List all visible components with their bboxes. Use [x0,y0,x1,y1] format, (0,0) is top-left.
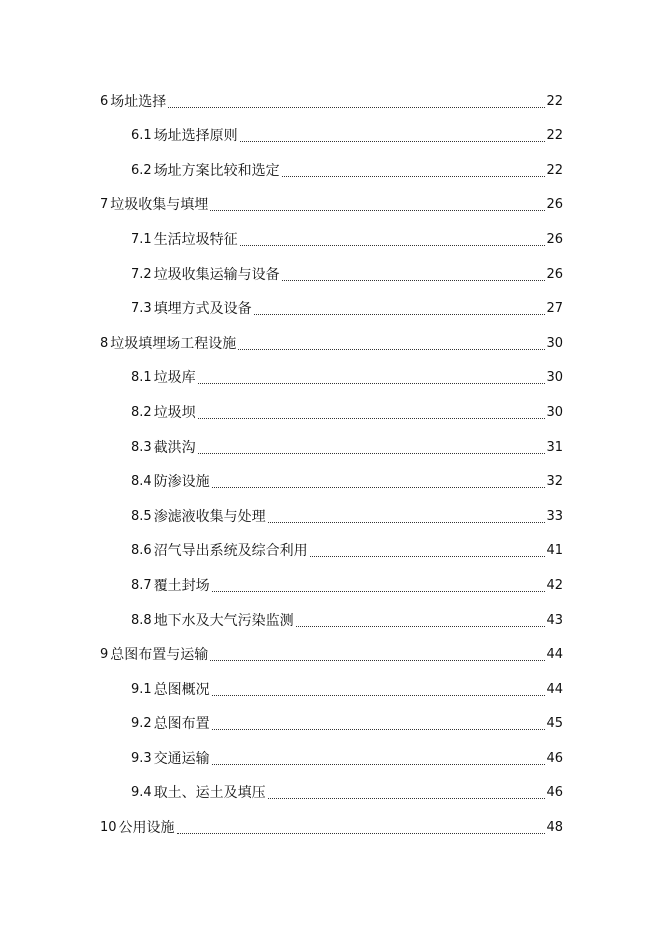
toc-entry-title: 场址选择原则 [153,128,238,145]
toc-section-entry[interactable] [0,502,662,537]
toc-entry-title: 覆土封场 [153,577,210,594]
toc-section-entry[interactable] [0,675,662,710]
toc-section-entry[interactable] [0,156,662,191]
toc-entry-number: 9.1 [131,681,152,697]
toc-page-number: 46 [546,750,563,766]
toc-page-number: 22 [546,162,563,178]
toc-dot-leader [210,210,545,211]
toc-page-number: 45 [546,716,563,732]
toc-entry-title: 垃圾库 [153,370,196,387]
toc-dot-leader [268,522,546,523]
toc-section-entry[interactable] [0,364,662,399]
toc-section-entry[interactable] [0,606,662,641]
toc-page-number: 44 [546,681,563,697]
toc-entry-title: 填埋方式及设备 [153,301,252,318]
toc-section-entry[interactable] [0,225,662,260]
toc-entry-number: 8.3 [131,439,152,455]
toc-entry-number: 8.7 [131,577,152,593]
toc-dot-leader [198,453,546,454]
toc-dot-leader [268,798,546,799]
toc-entry-title: 总图布置与运输 [110,647,209,664]
toc-page-number: 26 [546,266,563,282]
toc-section-entry[interactable] [0,433,662,468]
toc-page-number: 30 [546,370,563,386]
toc-dot-leader [310,556,546,557]
toc-entry-number: 9.2 [131,716,152,732]
toc-dot-leader [212,729,546,730]
toc-entry-number: 9.3 [131,750,152,766]
toc-page-number: 26 [546,231,563,247]
toc-page-number: 22 [546,128,563,144]
toc-page-number: 33 [546,508,563,524]
toc-page-number: 32 [546,474,563,490]
toc-section-entry[interactable] [0,468,662,503]
toc-dot-leader [240,141,546,142]
toc-entry-title: 垃圾收集运输与设备 [153,266,280,283]
toc-entry-number: 8.4 [131,474,152,490]
toc-dot-leader [296,626,546,627]
toc-entry-number: 7 [100,197,109,213]
toc-dot-leader [198,418,546,419]
toc-entry-number: 8.2 [131,404,152,420]
toc-section-entry[interactable] [0,398,662,433]
toc-entry-number: 8 [100,335,109,351]
toc-dot-leader [177,833,546,834]
toc-page-number: 41 [546,543,563,559]
toc-entry-title: 垃圾收集与填埋 [110,197,209,214]
toc-section-entry[interactable] [0,122,662,157]
toc-entry-title: 地下水及大气污染监测 [153,612,294,629]
toc-dot-leader [238,349,545,350]
toc-dot-leader [282,176,546,177]
toc-section-entry[interactable] [0,744,662,779]
toc-page-number: 30 [546,404,563,420]
toc-entry-title: 垃圾填埋场工程设施 [110,335,237,352]
toc-entry-title: 垃圾坝 [153,404,196,421]
toc-section-entry[interactable] [0,571,662,606]
toc-entry-number: 6.2 [131,162,152,178]
toc-page-number: 48 [546,820,563,836]
toc-section-entry[interactable] [0,710,662,745]
toc-entry-title: 总图概况 [153,681,210,698]
toc-entry-number: 7.1 [131,231,152,247]
toc-dot-leader [212,764,546,765]
toc-entry-title: 场址选择 [110,93,167,110]
toc-entry-number: 6 [100,93,109,109]
toc-dot-leader [168,107,545,108]
toc-entry-title: 生活垃圾特征 [153,231,238,248]
toc-dot-leader [198,383,546,384]
toc-chapter-entry[interactable] [0,641,662,676]
toc-entry-title: 取土、运土及填压 [153,785,266,802]
toc-entry-title: 截洪沟 [153,439,196,456]
toc-page-number: 30 [546,335,563,351]
toc-entry-number: 7.3 [131,301,152,317]
toc-entry-title: 防渗设施 [153,474,210,491]
toc-chapter-entry[interactable] [0,329,662,364]
toc-entry-title: 场址方案比较和选定 [153,162,280,179]
toc-dot-leader [282,280,546,281]
toc-section-entry[interactable] [0,537,662,572]
table-of-contents [0,87,662,848]
toc-page-number: 42 [546,577,563,593]
toc-entry-number: 8.1 [131,370,152,386]
toc-chapter-entry[interactable] [0,813,662,848]
toc-entry-number: 8.5 [131,508,152,524]
toc-entry-number: 8.8 [131,612,152,628]
toc-entry-title: 交通运输 [153,750,210,767]
toc-entry-number: 6.1 [131,128,152,144]
toc-dot-leader [212,695,546,696]
toc-page-number: 46 [546,785,563,801]
toc-entry-number: 8.6 [131,543,152,559]
toc-dot-leader [210,660,545,661]
toc-page-number: 26 [546,197,563,213]
toc-section-entry[interactable] [0,779,662,814]
toc-entry-title: 沼气导出系统及综合利用 [153,543,308,560]
toc-page-number: 43 [546,612,563,628]
toc-dot-leader [212,487,546,488]
toc-chapter-entry[interactable] [0,87,662,122]
toc-page-number: 27 [546,301,563,317]
toc-entry-number: 7.2 [131,266,152,282]
toc-page-number: 44 [546,647,563,663]
toc-entry-number: 10 [100,820,117,836]
toc-dot-leader [212,591,546,592]
toc-entry-title: 渗滤液收集与处理 [153,508,266,525]
toc-section-entry[interactable] [0,260,662,295]
toc-chapter-entry[interactable] [0,191,662,226]
toc-dot-leader [240,245,546,246]
toc-section-entry[interactable] [0,295,662,330]
toc-page-number: 31 [546,439,563,455]
toc-dot-leader [254,314,546,315]
toc-entry-number: 9 [100,647,109,663]
toc-entry-title: 总图布置 [153,716,210,733]
toc-page-number: 22 [546,93,563,109]
toc-entry-number: 9.4 [131,785,152,801]
toc-entry-title: 公用设施 [118,820,175,837]
